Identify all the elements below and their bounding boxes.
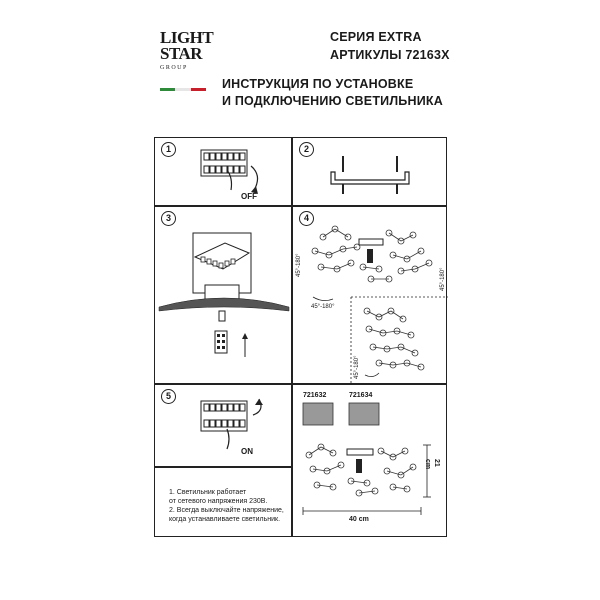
width-dimension: 40 cm [349,516,369,523]
model-number-b: 721634 [349,392,373,399]
step-5-number: 5 [161,389,176,404]
angle-label-lower: 45°-180° [354,355,360,379]
instruction-title-line-2: И ПОДКЛЮЧЕНИЮ СВЕТИЛЬНИКА [222,94,443,108]
angle-label-left: 45°-180° [296,253,302,277]
step-1-number: 1 [161,142,176,157]
safety-notes [169,488,291,524]
logo-line-2: STAR [160,44,203,63]
models-dimensions-panel [292,384,447,537]
note-line-2: от сетевого напряжения 230В. [169,498,268,505]
step-3-number: 3 [161,211,176,226]
note-line-4: когда устанавливаете светильник. [169,516,281,523]
instruction-grid [154,137,447,537]
instruction-title-line-1: ИНСТРУКЦИЯ ПО УСТАНОВКЕ [222,77,414,91]
breaker-on-drawing [155,385,293,468]
step-5-panel [154,384,292,467]
angle-label-right: 45°-180° [440,267,446,291]
logo-line-1: LIGHT [160,28,214,47]
fixture-adjustment-drawing [293,207,448,385]
brand-logo [160,28,214,76]
breaker-off-drawing [155,138,293,207]
step-2-panel [292,137,447,206]
italian-flag-stripe [160,88,206,91]
step-2-number: 2 [299,142,314,157]
note-line-3: 2. Всегда выключайте напряжение, [169,507,284,514]
step-1-panel [154,137,292,206]
model-number-a: 721632 [303,392,327,399]
articles-title: АРТИКУЛЫ 72163X [330,48,450,62]
on-label: ON [241,447,253,456]
step-4-panel [292,206,447,384]
height-dimension: 21 cm [424,459,440,470]
off-label: OFF [241,192,257,201]
wiring-connection-drawing [155,207,293,385]
step-4-number: 4 [299,211,314,226]
mounting-bracket-drawing [293,138,448,207]
notes-panel [154,467,292,537]
angle-label-bottom: 45°-180° [311,304,335,310]
step-3-panel [154,206,292,384]
series-title: СЕРИЯ EXTRA [330,30,422,44]
note-line-1: 1. Светильник работает [169,489,247,496]
logo-line-3: GROUP [160,65,188,71]
